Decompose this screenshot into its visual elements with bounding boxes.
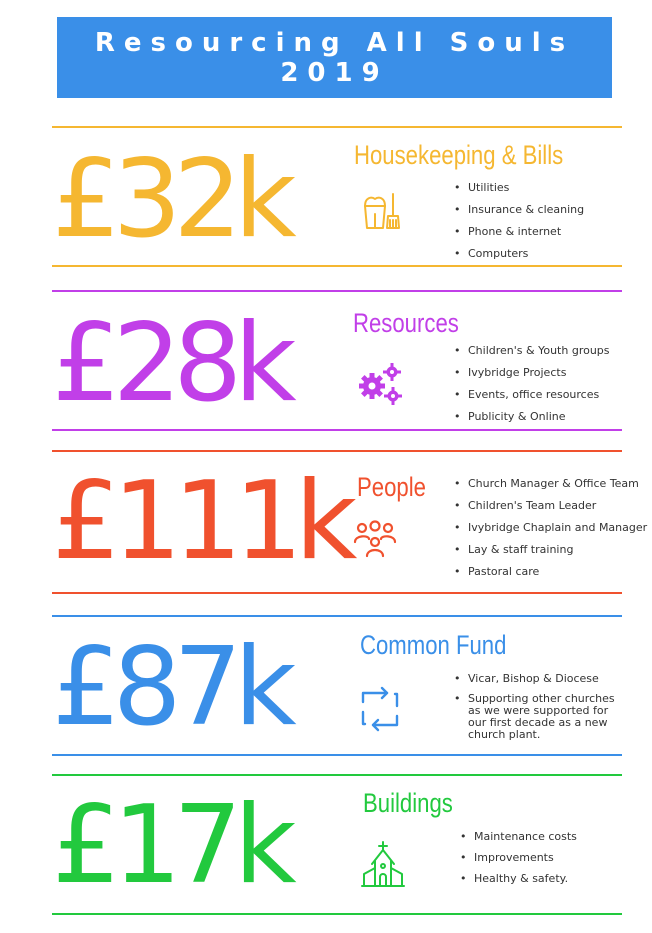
section-divider bbox=[52, 913, 622, 915]
amount-people: £111k bbox=[52, 459, 350, 584]
title-line-2: 2019 bbox=[280, 57, 389, 88]
church-icon bbox=[360, 840, 404, 884]
list-item: • Supporting other churches as we were supported for our first decade as a new church plant. bbox=[452, 693, 616, 741]
list-housekeeping bbox=[452, 180, 584, 268]
list-item: • Pastoral care bbox=[452, 564, 647, 586]
amount-buildings: £17k bbox=[52, 783, 289, 908]
section-divider bbox=[52, 592, 622, 594]
section-divider bbox=[52, 429, 622, 431]
list-item: • Church Manager & Office Team bbox=[452, 476, 647, 498]
list-item: • Vicar, Bishop & Diocese bbox=[452, 671, 616, 693]
list-item: • Publicity & Online bbox=[452, 409, 610, 431]
section-divider bbox=[52, 290, 622, 292]
list-common-fund bbox=[452, 671, 616, 741]
list-item: • Events, office resources bbox=[452, 387, 610, 409]
amount-common-fund: £87k bbox=[52, 625, 289, 750]
list-resources bbox=[452, 343, 610, 431]
section-divider bbox=[52, 774, 622, 776]
heading-housekeeping: Housekeeping & Bills bbox=[354, 140, 564, 170]
list-item: • Insurance & cleaning bbox=[452, 202, 584, 224]
list-people bbox=[452, 476, 647, 586]
heading-resources: Resources bbox=[353, 308, 459, 338]
list-item: • Lay & staff training bbox=[452, 542, 647, 564]
title-banner bbox=[57, 17, 612, 98]
people-icon bbox=[352, 518, 396, 562]
list-item: • Ivybridge Projects bbox=[452, 365, 610, 387]
section-divider bbox=[52, 754, 622, 756]
list-item: • Healthy & safety. bbox=[458, 871, 577, 892]
title-line-1: Resourcing All Souls bbox=[94, 27, 575, 58]
list-item: • Computers bbox=[452, 246, 584, 268]
list-item: • Improvements bbox=[458, 850, 577, 871]
section-divider bbox=[52, 615, 622, 617]
list-item: • Ivybridge Chaplain and Manager bbox=[452, 520, 647, 542]
cleaning-icon bbox=[360, 190, 404, 234]
list-item: • Children's Team Leader bbox=[452, 498, 647, 520]
section-divider bbox=[52, 450, 622, 452]
list-item: • Children's & Youth groups bbox=[452, 343, 610, 365]
list-item: • Maintenance costs bbox=[458, 829, 577, 850]
list-item: • Phone & internet bbox=[452, 224, 584, 246]
gears-icon bbox=[356, 360, 400, 404]
section-divider bbox=[52, 126, 622, 128]
heading-people: People bbox=[357, 472, 426, 502]
list-buildings bbox=[458, 829, 577, 892]
exchange-arrows-icon bbox=[357, 686, 401, 730]
amount-resources: £28k bbox=[52, 301, 289, 426]
heading-buildings: Buildings bbox=[363, 788, 453, 818]
heading-common-fund: Common Fund bbox=[360, 630, 507, 660]
amount-housekeeping: £32k bbox=[52, 137, 289, 262]
section-divider bbox=[52, 265, 622, 267]
list-item: • Utilities bbox=[452, 180, 584, 202]
